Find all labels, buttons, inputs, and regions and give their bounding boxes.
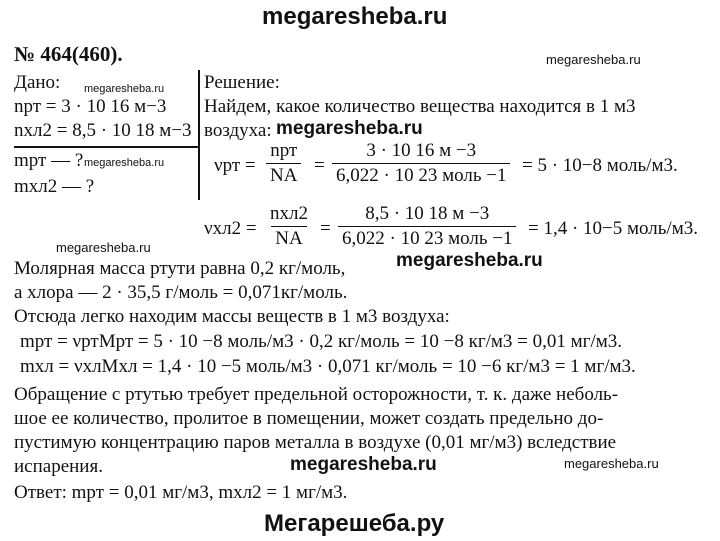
watermark-medium: megaresheba.ru [396, 250, 543, 271]
nu-rt-frac1-den: NA [266, 163, 301, 187]
answer: Ответ: mрт = 0,01 мг/м3, mхл2 = 1 мг/м3. [14, 482, 348, 503]
given-divider [14, 146, 198, 148]
m-xl-equation: mхл = νхлMхл = 1,4 · 10 −5 моль/м3 · 0,071 кг/моль = 10 −6 кг/м3 = 1 мг/м3. [20, 356, 636, 377]
nu-xl2-frac1-num: nхл2 [270, 203, 308, 224]
nu-rt-eq: = [314, 155, 325, 176]
note-line3: пустимую концентрацию паров металла в воздухе (0,01 мг/м3) вследствие [14, 432, 617, 453]
masses-intro: Отсюда легко находим массы веществ в 1 м3 воздуха: [14, 306, 450, 327]
watermark-medium: megaresheba.ru [276, 118, 423, 139]
given-n-rt: nрт = 3 · 10 16 м−3 [14, 96, 167, 117]
molar-line2: а хлора — 2 · 35,5 г/моль = 0,071кг/моль. [14, 282, 348, 303]
nu-rt-result: = 5 · 10−8 моль/м3. [522, 155, 678, 176]
nu-xl2-frac1 [266, 203, 312, 250]
nu-rt-frac2-den: 6,022 · 10 23 моль −1 [332, 163, 510, 187]
nu-rt-frac2-num: 3 · 10 16 м −3 [366, 140, 477, 161]
nu-xl2-lhs: νхл2 = [204, 218, 257, 239]
nu-xl2-result: = 1,4 · 10−5 моль/м3. [528, 218, 698, 239]
find-m-xl2: mхл2 — ? [14, 176, 95, 197]
note-line1: Обращение с ртутью требует предельной осторожности, т. к. даже неболь- [14, 384, 619, 405]
nu-rt-frac1 [266, 140, 301, 187]
watermark-small: megaresheba.ru [564, 456, 659, 471]
solution-label: Решение: [204, 72, 280, 93]
molar-line1: Молярная масса ртути равна 0,2 кг/моль, [14, 258, 346, 279]
nu-xl2-frac2 [338, 203, 516, 250]
solution-intro-line1: Найдем, какое количество вещества находится в 1 м3 [204, 96, 636, 117]
nu-rt-frac1-num: nрт [270, 140, 298, 161]
site-watermark-footer: Мегарешеба.ру [264, 510, 445, 537]
given-label: Дано: [14, 72, 61, 93]
m-rt-equation: mрт = νртMрт = 5 · 10 −8 моль/м3 · 0,2 кг/моль = 10 −8 кг/м3 = 0,01 мг/м3. [20, 331, 623, 352]
given-solution-divider [198, 70, 200, 200]
nu-xl2-frac1-den: NA [271, 226, 306, 250]
nu-xl2-frac2-num: 8,5 · 10 18 м −3 [365, 203, 490, 224]
watermark-small: megaresheba.ru [84, 83, 165, 95]
watermark-small: megaresheba.ru [84, 157, 165, 169]
nu-rt-frac2 [332, 140, 510, 187]
given-n-xl2: nхл2 = 8,5 · 10 18 м−3 [14, 120, 192, 141]
nu-xl2-eq: = [320, 218, 331, 239]
find-m-rt: mрт — ? [14, 150, 84, 171]
watermark-medium: megaresheba.ru [290, 454, 437, 475]
note-line4: испарения. [14, 456, 103, 477]
nu-xl2-frac2-den: 6,022 · 10 23 моль −1 [338, 226, 516, 250]
watermark-small: megaresheba.ru [546, 52, 641, 67]
problem-number: № 464(460). [14, 42, 123, 66]
nu-rt-lhs: νрт = [214, 155, 256, 176]
watermark-small: megaresheba.ru [56, 240, 151, 255]
solution-intro-line2: воздуха: [204, 120, 272, 141]
site-watermark-top: megaresheba.ru [262, 3, 448, 30]
note-line2: шое ее количество, пролитое в помещении, может создать предельно до- [14, 408, 604, 429]
